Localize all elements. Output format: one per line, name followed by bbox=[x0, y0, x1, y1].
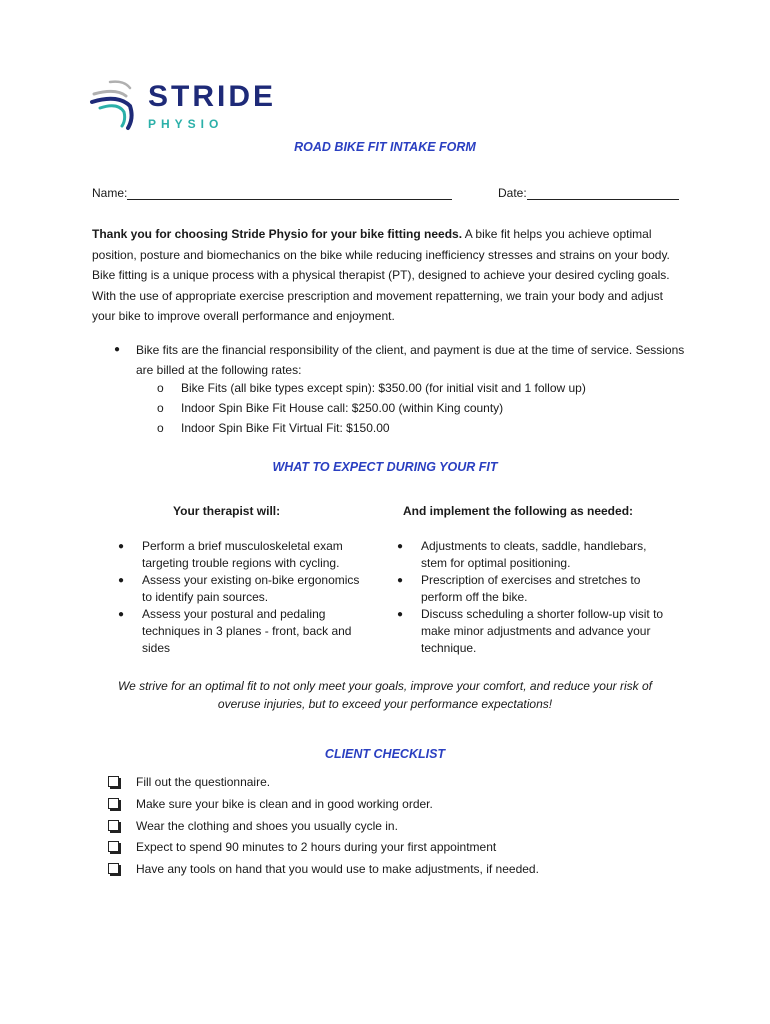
list-item bbox=[118, 572, 367, 606]
logo-subtitle: PHYSIO bbox=[148, 117, 224, 131]
date-input-line[interactable] bbox=[527, 187, 679, 200]
checklist-item[interactable] bbox=[108, 819, 539, 841]
date-field[interactable] bbox=[498, 186, 679, 200]
list-item-text: Discuss scheduling a shorter follow-up visit to make minor adjustments and advance your technique. bbox=[421, 607, 664, 655]
circle-bullet-icon: o bbox=[157, 401, 164, 415]
circle-bullet-icon: o bbox=[157, 421, 164, 435]
list-item bbox=[118, 606, 367, 657]
closing-statement bbox=[0, 677, 770, 713]
stride-physio-logo bbox=[88, 74, 288, 134]
logo-wordmark: STRIDE bbox=[148, 80, 277, 113]
checkbox-icon[interactable] bbox=[108, 776, 119, 787]
list-item-text: Prescription of exercises and stretches to perform off the bike. bbox=[421, 573, 641, 604]
list-item bbox=[397, 606, 671, 657]
checkbox-icon[interactable] bbox=[108, 841, 119, 852]
expect-heading: WHAT TO EXPECT DURING YOUR FIT bbox=[272, 460, 498, 474]
rate-item bbox=[157, 378, 681, 398]
checklist-item-text: Fill out the questionnaire. bbox=[136, 775, 271, 789]
list-item-text: Perform a brief musculoskeletal exam targeting trouble regions with cycling. bbox=[142, 539, 343, 570]
checklist-item[interactable] bbox=[108, 797, 539, 819]
bullet-dot-icon: ● bbox=[397, 609, 404, 620]
client-checklist bbox=[108, 775, 539, 884]
checklist-item[interactable] bbox=[108, 775, 539, 797]
list-item-text: Assess your existing on-bike ergonomics to identify pain sources. bbox=[142, 573, 360, 604]
pricing-bullet bbox=[114, 340, 686, 380]
logo-arcs-icon bbox=[88, 74, 148, 134]
list-item-text: Adjustments to cleats, saddle, handlebars, stem for optimal positioning. bbox=[421, 539, 647, 570]
rate-text: Indoor Spin Bike Fit House call: $250.00 (within King county) bbox=[181, 401, 504, 415]
form-title: ROAD BIKE FIT INTAKE FORM bbox=[294, 140, 476, 154]
therapist-heading: Your therapist will: bbox=[173, 504, 281, 518]
checklist-item[interactable] bbox=[108, 862, 539, 884]
checkbox-icon[interactable] bbox=[108, 820, 119, 831]
list-item bbox=[397, 538, 671, 572]
implement-list bbox=[397, 538, 671, 657]
name-label: Name: bbox=[92, 186, 128, 200]
checklist-item-text: Wear the clothing and shoes you usually cycle in. bbox=[136, 818, 398, 833]
bullet-dot-icon: ● bbox=[118, 541, 125, 552]
list-item bbox=[118, 538, 367, 572]
name-input-line[interactable] bbox=[127, 187, 452, 200]
checkbox-icon[interactable] bbox=[108, 863, 119, 874]
checklist-item-text: Have any tools on hand that you would use to make adjustments, if needed. bbox=[136, 862, 539, 877]
intro-bold: Thank you for choosing Stride Physio for your bike fitting needs. bbox=[92, 227, 463, 241]
intro-text: A bike fit helps you achieve optimal position, posture and biomechanics on the bike while reducing inefficiency stresses and strains on your body. Bike fitting is a unique process with a physical therapist (PT), designed to achieve your desired cycling goals. With the use of appropriate exercise prescription and movement repatterning, we train your body and adjust your bike to improve overall performance and enjoyment. bbox=[92, 227, 670, 323]
bullet-dot-icon: ● bbox=[118, 575, 125, 586]
intro-paragraph bbox=[92, 224, 684, 327]
therapist-list bbox=[118, 538, 367, 657]
list-item-text: Assess your postural and pedaling techniques in 3 planes - front, back and sides bbox=[142, 607, 352, 655]
rate-item bbox=[157, 418, 681, 438]
bullet-dot-icon: ● bbox=[397, 541, 404, 552]
pricing-main-text: Bike fits are the financial responsibility of the client, and payment is due at the time of service. Sessions are billed at the following rates: bbox=[136, 343, 685, 377]
date-label: Date: bbox=[498, 186, 527, 200]
rate-item bbox=[157, 398, 681, 418]
bullet-dot-icon: ● bbox=[397, 575, 404, 586]
rate-text: Bike Fits (all bike types except spin): $350.00 (for initial visit and 1 follow up) bbox=[181, 381, 586, 395]
bullet-dot-icon: ● bbox=[114, 344, 121, 355]
checklist-item-text: Expect to spend 90 minutes to 2 hours during your first appointment bbox=[136, 840, 497, 855]
implement-heading: And implement the following as needed: bbox=[403, 504, 634, 518]
checkbox-icon[interactable] bbox=[108, 798, 119, 809]
closing-text: We strive for an optimal fit to not only meet your goals, improve your comfort, and reduce your risk of overuse injuries, but to exceed your performance expectations! bbox=[117, 679, 652, 711]
checklist-item[interactable] bbox=[108, 840, 539, 862]
name-field[interactable] bbox=[92, 186, 452, 200]
circle-bullet-icon: o bbox=[157, 381, 164, 395]
bullet-dot-icon: ● bbox=[118, 609, 125, 620]
checklist-item-text: Make sure your bike is clean and in good working order. bbox=[136, 796, 433, 811]
list-item bbox=[397, 572, 671, 606]
checklist-heading: CLIENT CHECKLIST bbox=[324, 747, 446, 761]
rate-text: Indoor Spin Bike Fit Virtual Fit: $150.00 bbox=[181, 421, 390, 435]
